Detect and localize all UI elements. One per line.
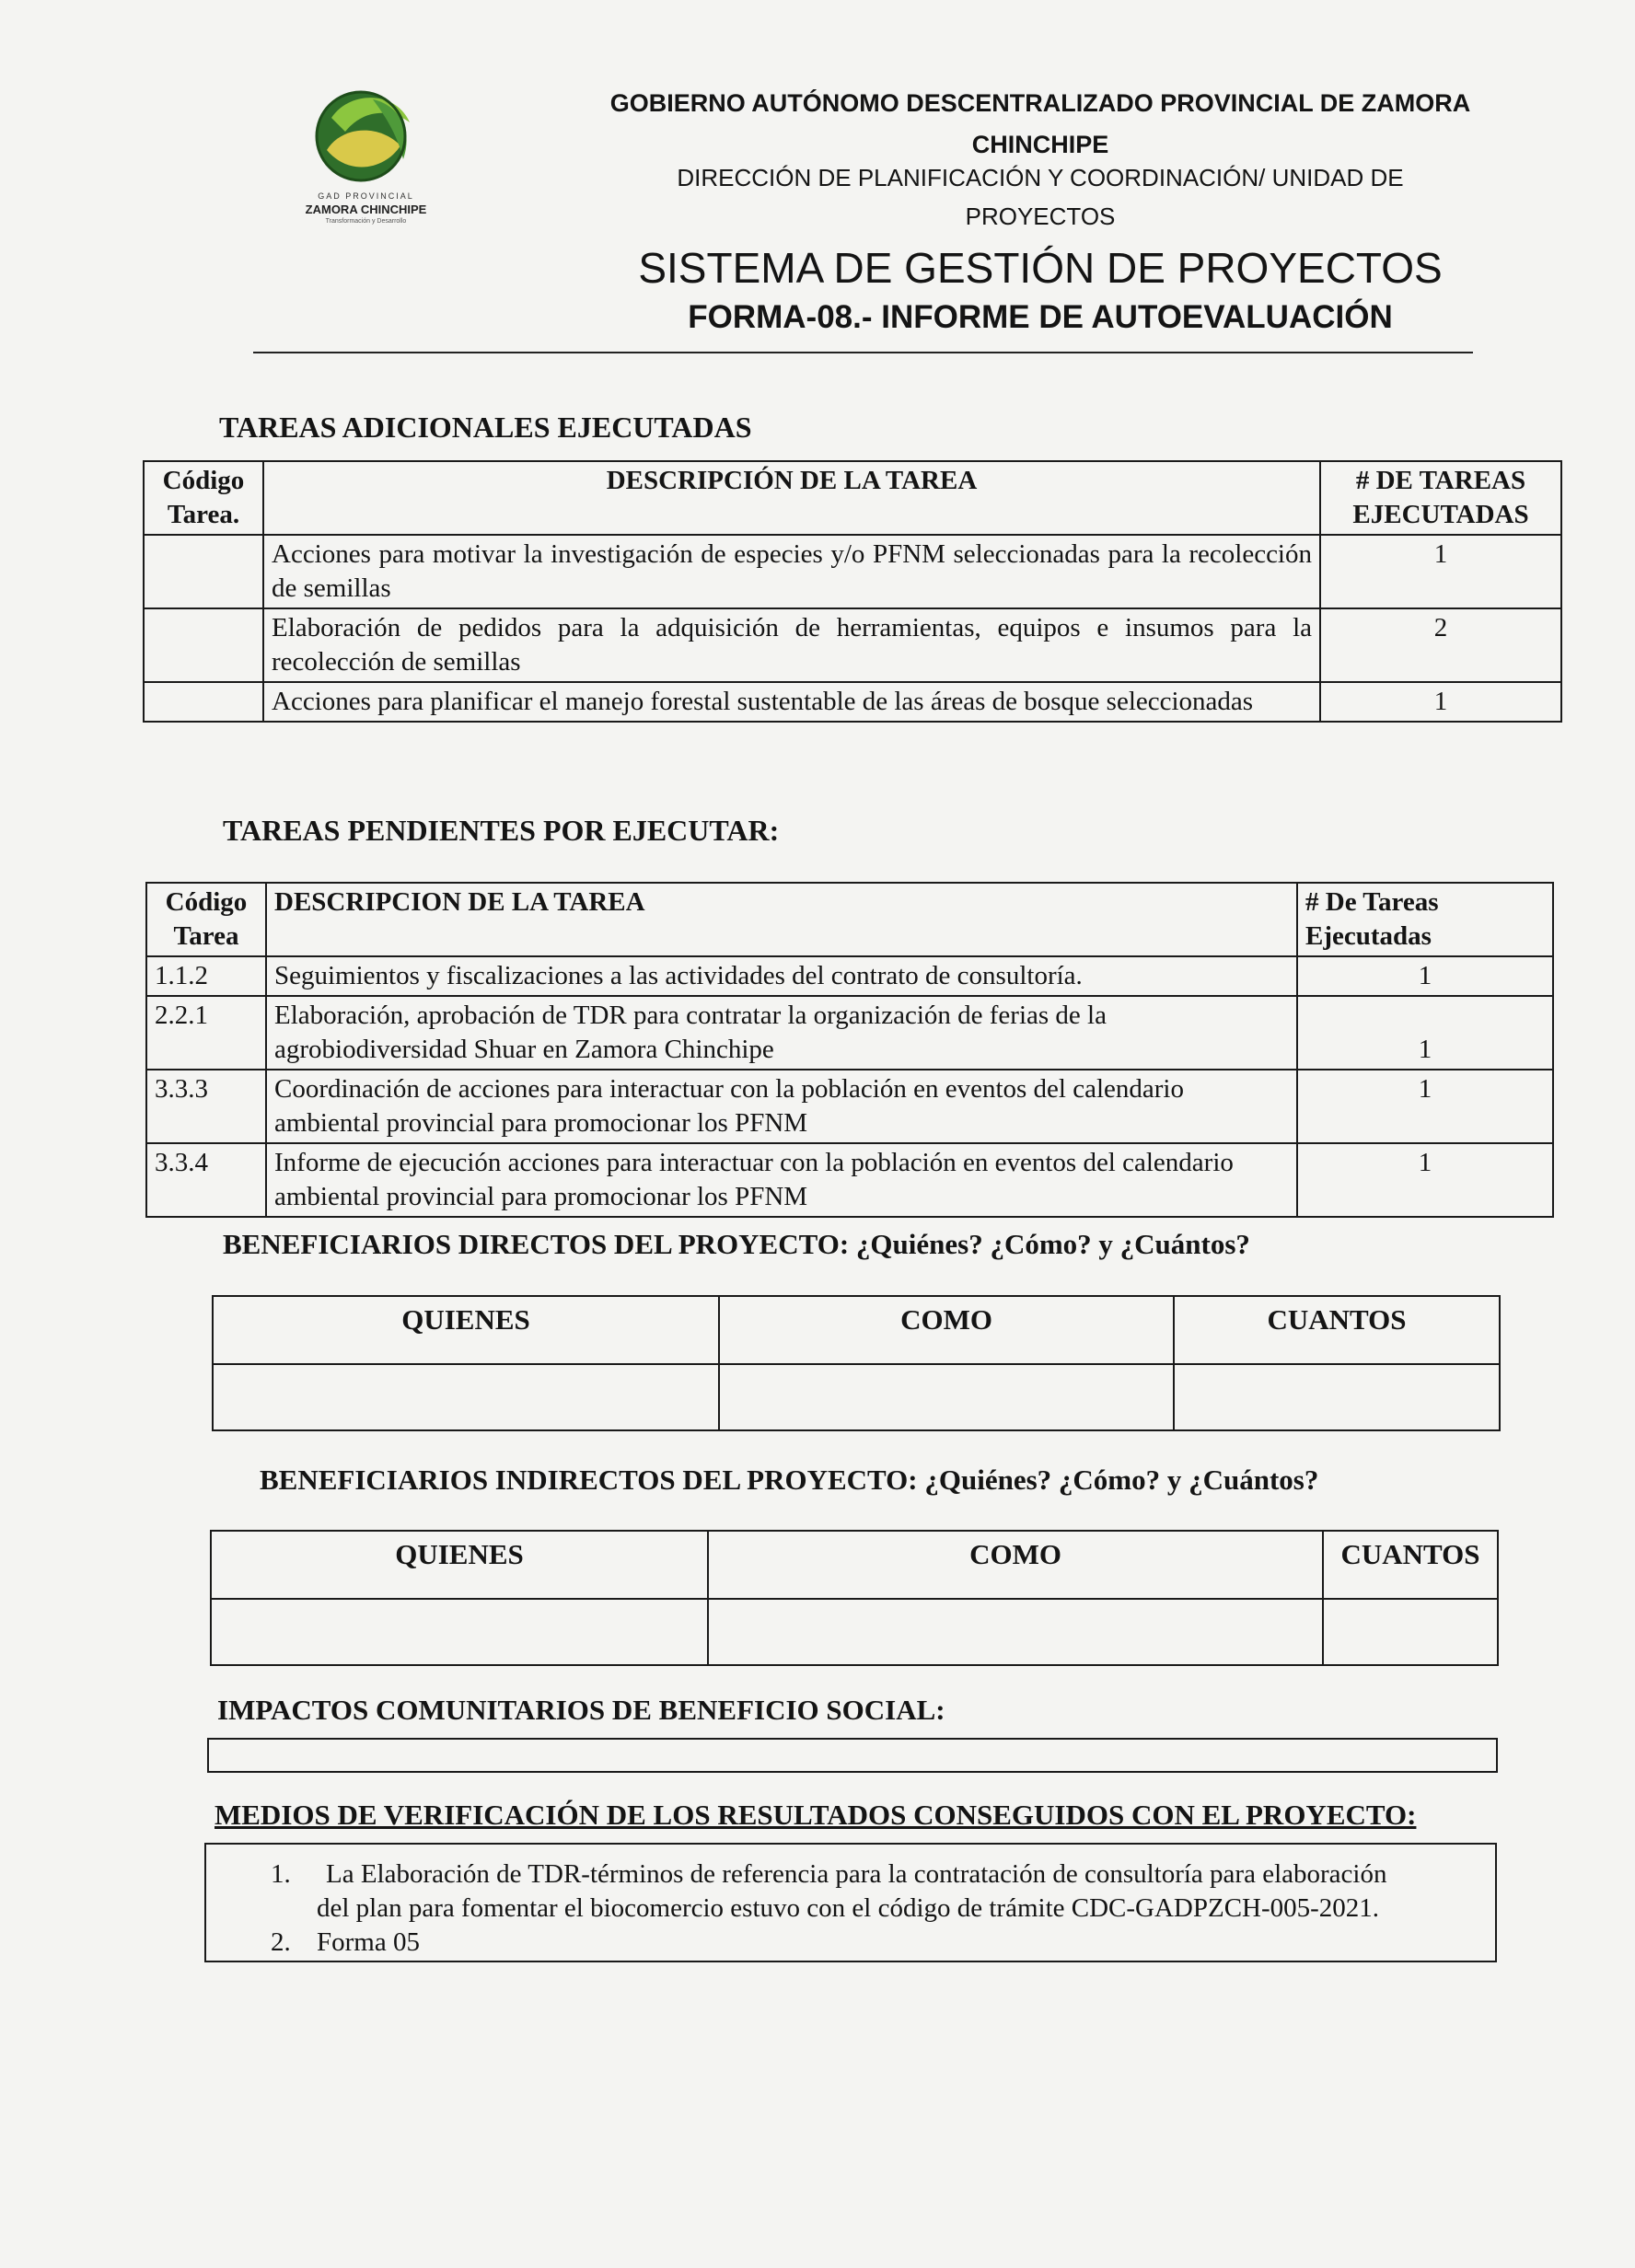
col-num-line-1: # DE TAREAS xyxy=(1355,466,1526,495)
system-title: SISTEMA DE GESTIÓN DE PROYECTOS xyxy=(638,244,1443,292)
col-codigo-line-2: Tarea. xyxy=(167,500,240,529)
col-num-line-2: EJECUTADAS xyxy=(1352,500,1529,529)
cell-codigo xyxy=(144,682,263,722)
cell-numero: 1 xyxy=(1320,682,1561,722)
cell-numero: 1 xyxy=(1320,535,1561,608)
table-row xyxy=(146,956,1553,996)
gad-logo xyxy=(285,81,446,228)
logo-caption-2: ZAMORA CHINCHIPE xyxy=(305,202,427,216)
direction-line-2: PROYECTOS xyxy=(965,202,1116,230)
table-header-row xyxy=(144,461,1561,535)
medios-box xyxy=(204,1843,1497,1962)
logo-caption-3: Transformación y Desarrollo xyxy=(325,218,407,225)
cell-codigo: 2.2.1 xyxy=(146,996,266,1070)
cell-descripcion: Acciones para motivar la investigación de especies y/o PFNM seleccionadas para la recolección de semillas xyxy=(263,535,1320,608)
cell-codigo xyxy=(144,535,263,608)
table-tareas-adicionales xyxy=(143,460,1562,723)
cell-cuantos xyxy=(1323,1599,1498,1665)
cell-como xyxy=(708,1599,1323,1665)
table-beneficiarios-directos xyxy=(212,1295,1501,1431)
table-header-row xyxy=(146,883,1553,956)
cell-quienes xyxy=(211,1599,708,1665)
section-title-medios: MEDIOS DE VERIFICACIÓN DE LOS RESULTADOS CONSEGUIDOS CON EL PROYECTO: xyxy=(215,1799,1417,1831)
gov-name-line-1: GOBIERNO AUTÓNOMO DESCENTRALIZADO PROVINCIAL DE ZAMORA xyxy=(609,89,1471,117)
col-codigo-line-1: Código xyxy=(162,466,245,495)
table-row xyxy=(146,1070,1553,1143)
table-row xyxy=(146,996,1553,1070)
cell-descripcion: Elaboración, aprobación de TDR para contratar la organización de ferias de la agrobiodiversidad Shuar en Zamora Chinchipe xyxy=(266,996,1297,1070)
cell-codigo xyxy=(144,608,263,682)
cell-numero: 1 xyxy=(1297,1143,1553,1217)
cell-numero: 1 xyxy=(1297,996,1553,1070)
table-row xyxy=(211,1599,1498,1665)
header-divider xyxy=(253,352,1473,353)
table-tareas-pendientes xyxy=(145,882,1554,1218)
cell-descripcion: Acciones para planificar el manejo forestal sustentable de las áreas de bosque seleccionadas xyxy=(263,682,1320,722)
section-title-adicionales: TAREAS ADICIONALES EJECUTADAS xyxy=(219,411,752,444)
medios-item-2-line-1: Forma 05 xyxy=(317,1927,420,1957)
cell-numero: 1 xyxy=(1297,956,1553,996)
col-num-line-1: # De Tareas xyxy=(1305,887,1439,917)
section-title-pendientes: TAREAS PENDIENTES POR EJECUTAR: xyxy=(223,814,780,847)
table-header-row xyxy=(213,1296,1500,1364)
cell-descripcion: Informe de ejecución acciones para interactuar con la población en eventos del calendario ambiental provincial para promocionar los PFNM xyxy=(266,1143,1297,1217)
col-cuantos-header: CUANTOS xyxy=(1323,1531,1498,1599)
col-quienes-header: QUIENES xyxy=(211,1531,708,1599)
col-desc-header: DESCRIPCION DE LA TAREA xyxy=(266,883,1297,956)
col-como-header: COMO xyxy=(708,1531,1323,1599)
medios-item-2-number: 2. xyxy=(271,1927,291,1957)
gad-logo-icon xyxy=(285,81,446,191)
logo-caption-1: GAD PROVINCIAL xyxy=(318,191,414,201)
cell-cuantos xyxy=(1174,1364,1500,1430)
section-title-beneficiarios-indirectos: BENEFICIARIOS INDIRECTOS DEL PROYECTO: ¿Quiénes? ¿Cómo? y ¿Cuántos? xyxy=(260,1464,1319,1496)
cell-quienes xyxy=(213,1364,719,1430)
col-num-header xyxy=(1320,461,1561,535)
cell-codigo: 3.3.3 xyxy=(146,1070,266,1143)
section-title-beneficiarios-directos: BENEFICIARIOS DIRECTOS DEL PROYECTO: ¿Quiénes? ¿Cómo? y ¿Cuántos? xyxy=(223,1228,1250,1260)
col-codigo-line-2: Tarea xyxy=(173,921,239,951)
medios-item-1-line-1: La Elaboración de TDR-términos de referencia para la contratación de consultoría para elaboración xyxy=(326,1859,1387,1889)
col-codigo-header xyxy=(146,883,266,956)
impactos-box xyxy=(207,1738,1498,1773)
col-num-header xyxy=(1297,883,1553,956)
col-cuantos-header: CUANTOS xyxy=(1174,1296,1500,1364)
cell-descripcion: Seguimientos y fiscalizaciones a las actividades del contrato de consultoría. xyxy=(266,956,1297,996)
medios-item-1-number: 1. xyxy=(271,1859,291,1889)
col-codigo-header xyxy=(144,461,263,535)
cell-descripcion: Elaboración de pedidos para la adquisición de herramientas, equipos e insumos para la recolección de semillas xyxy=(263,608,1320,682)
col-desc-header: DESCRIPCIÓN DE LA TAREA xyxy=(263,461,1320,535)
direction-line-1: DIRECCIÓN DE PLANIFICACIÓN Y COORDINACIÓN/ UNIDAD DE xyxy=(677,164,1404,191)
cell-descripcion: Coordinación de acciones para interactuar con la población en eventos del calendario ambiental provincial para promocionar los PFNM xyxy=(266,1070,1297,1143)
form-title: FORMA-08.- INFORME DE AUTOEVALUACIÓN xyxy=(688,299,1393,335)
col-num-line-2: Ejecutadas xyxy=(1305,921,1432,951)
table-row xyxy=(213,1364,1500,1430)
table-row xyxy=(144,608,1561,682)
cell-codigo: 3.3.4 xyxy=(146,1143,266,1217)
col-como-header: COMO xyxy=(719,1296,1174,1364)
table-row xyxy=(144,682,1561,722)
gov-name-line-2: CHINCHIPE xyxy=(971,131,1109,158)
col-quienes-header: QUIENES xyxy=(213,1296,719,1364)
section-title-impactos: IMPACTOS COMUNITARIOS DE BENEFICIO SOCIAL: xyxy=(217,1694,945,1726)
cell-como xyxy=(719,1364,1174,1430)
col-codigo-line-1: Código xyxy=(165,887,248,917)
table-row xyxy=(144,535,1561,608)
medios-item-1-line-2: del plan para fomentar el biocomercio estuvo con el código de trámite CDC-GADPZCH-005-2021. xyxy=(317,1893,1380,1923)
table-beneficiarios-indirectos xyxy=(210,1530,1499,1666)
table-row xyxy=(146,1143,1553,1217)
cell-numero: 2 xyxy=(1320,608,1561,682)
table-header-row xyxy=(211,1531,1498,1599)
cell-numero: 1 xyxy=(1297,1070,1553,1143)
cell-codigo: 1.1.2 xyxy=(146,956,266,996)
